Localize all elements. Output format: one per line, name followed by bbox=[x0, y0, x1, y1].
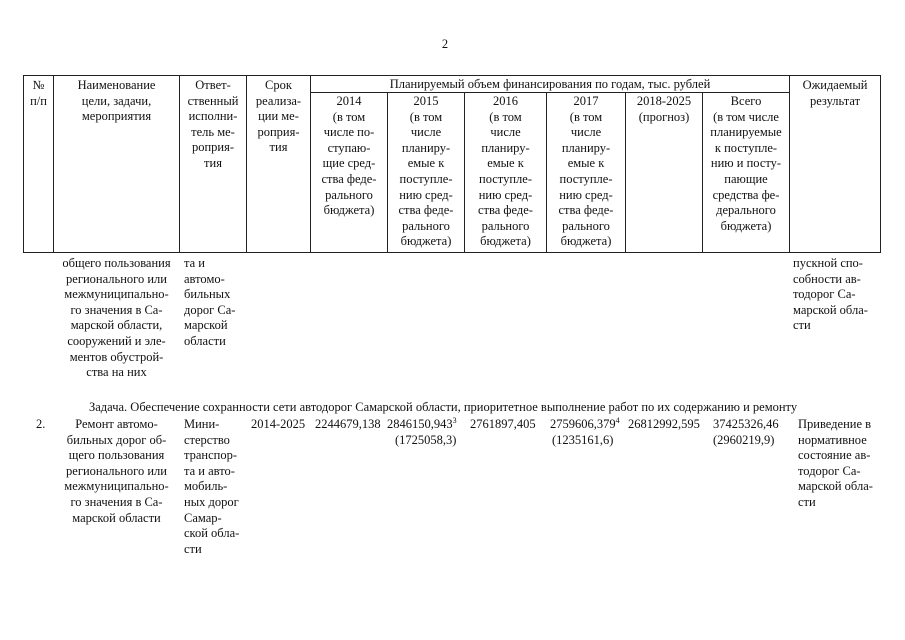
header-planned-financing: Планируемый объем финансирования по годам, тыс. рублей bbox=[389, 77, 711, 91]
value-2017-number: 2759606,379 bbox=[550, 417, 616, 431]
row-value-total: 37425326,46 bbox=[713, 417, 779, 431]
header-name: Наименование цели, задачи, мероприятия bbox=[77, 78, 156, 124]
page-number: 2 bbox=[441, 37, 449, 51]
row-term: 2014-2025 bbox=[251, 417, 306, 431]
years-subheader-border bbox=[310, 92, 789, 93]
value-2015-footnote: 3 bbox=[452, 415, 457, 425]
header-year-2015: 2015 (в том числе планиру- емые к поступле- нию сред- ства феде- рального бюджета) bbox=[398, 94, 454, 249]
row-value-2018-2025: 26812992,595 bbox=[628, 417, 700, 431]
row-value-2015 bbox=[387, 417, 457, 432]
continued-result: пускной спо- собности ав- тодорог Са- марской обла- сти bbox=[793, 256, 868, 333]
header-expected-result: Ожидаемый результат bbox=[802, 78, 868, 108]
header-year-2017: 2017 (в том числе планиру- емые к поступле- нию сред- ства феде- рального бюджета) bbox=[558, 94, 614, 249]
header-number: № п/п bbox=[30, 78, 47, 108]
row-value-2016: 2761897,405 bbox=[470, 417, 536, 431]
row-value-2015-federal: (1725058,3) bbox=[395, 433, 457, 447]
header-responsible: Ответ- ственный исполни- тель ме- роприя- тия bbox=[187, 78, 239, 170]
col-border bbox=[880, 75, 881, 253]
header-year-2016: 2016 (в том числе планиру- емые к поступле- нию сред- ства феде- рального бюджета) bbox=[478, 94, 533, 249]
continued-responsible: та и автомо- бильных дорог Са- марской области bbox=[184, 256, 236, 348]
table-top-border bbox=[23, 75, 881, 76]
header-total: Всего (в том числе планируемые к поступле- нию и посту- пающие средства фе- дерального бюджета) bbox=[710, 94, 782, 233]
row-responsible: Мини- стерство транспор- та и авто- мобиль- ных дорог Самар- ской обла- сти bbox=[184, 417, 240, 556]
task-heading: Задача. Обеспечение сохранности сети автодорог Самарской области, приоритетное выполнение работ по их содержанию и ремонту bbox=[89, 400, 798, 414]
header-term: Срок реализа- ции ме- роприя- тия bbox=[255, 78, 302, 155]
value-2015-number: 2846150,943 bbox=[387, 417, 453, 431]
table-bottom-border bbox=[23, 252, 881, 253]
value-2017-footnote: 4 bbox=[615, 415, 620, 425]
row-expected-result: Приведение в нормативное состояние ав- тодорог Са- марской обла- сти bbox=[798, 417, 873, 509]
continued-name: общего пользования регионального или межмуниципально- го значения в Са- марской области, сооружений и эле- ментов обустрой- ства на них bbox=[62, 256, 171, 380]
header-year-2014: 2014 (в том числе по- ступаю- щие сред- ства феде- рального бюджета) bbox=[321, 94, 377, 218]
row-value-total-federal: (2960219,9) bbox=[713, 433, 775, 447]
row-number: 2. bbox=[36, 417, 46, 431]
row-value-2014: 2244679,138 bbox=[315, 417, 381, 431]
header-years-2018-2025: 2018-2025 (прогноз) bbox=[636, 94, 692, 124]
row-name: Ремонт автомо- бильных дорог об- щего пользования регионального или межмуниципально- го значения в Са- марской области bbox=[64, 417, 169, 525]
row-value-2017 bbox=[550, 417, 620, 432]
row-value-2017-federal: (1235161,6) bbox=[552, 433, 614, 447]
